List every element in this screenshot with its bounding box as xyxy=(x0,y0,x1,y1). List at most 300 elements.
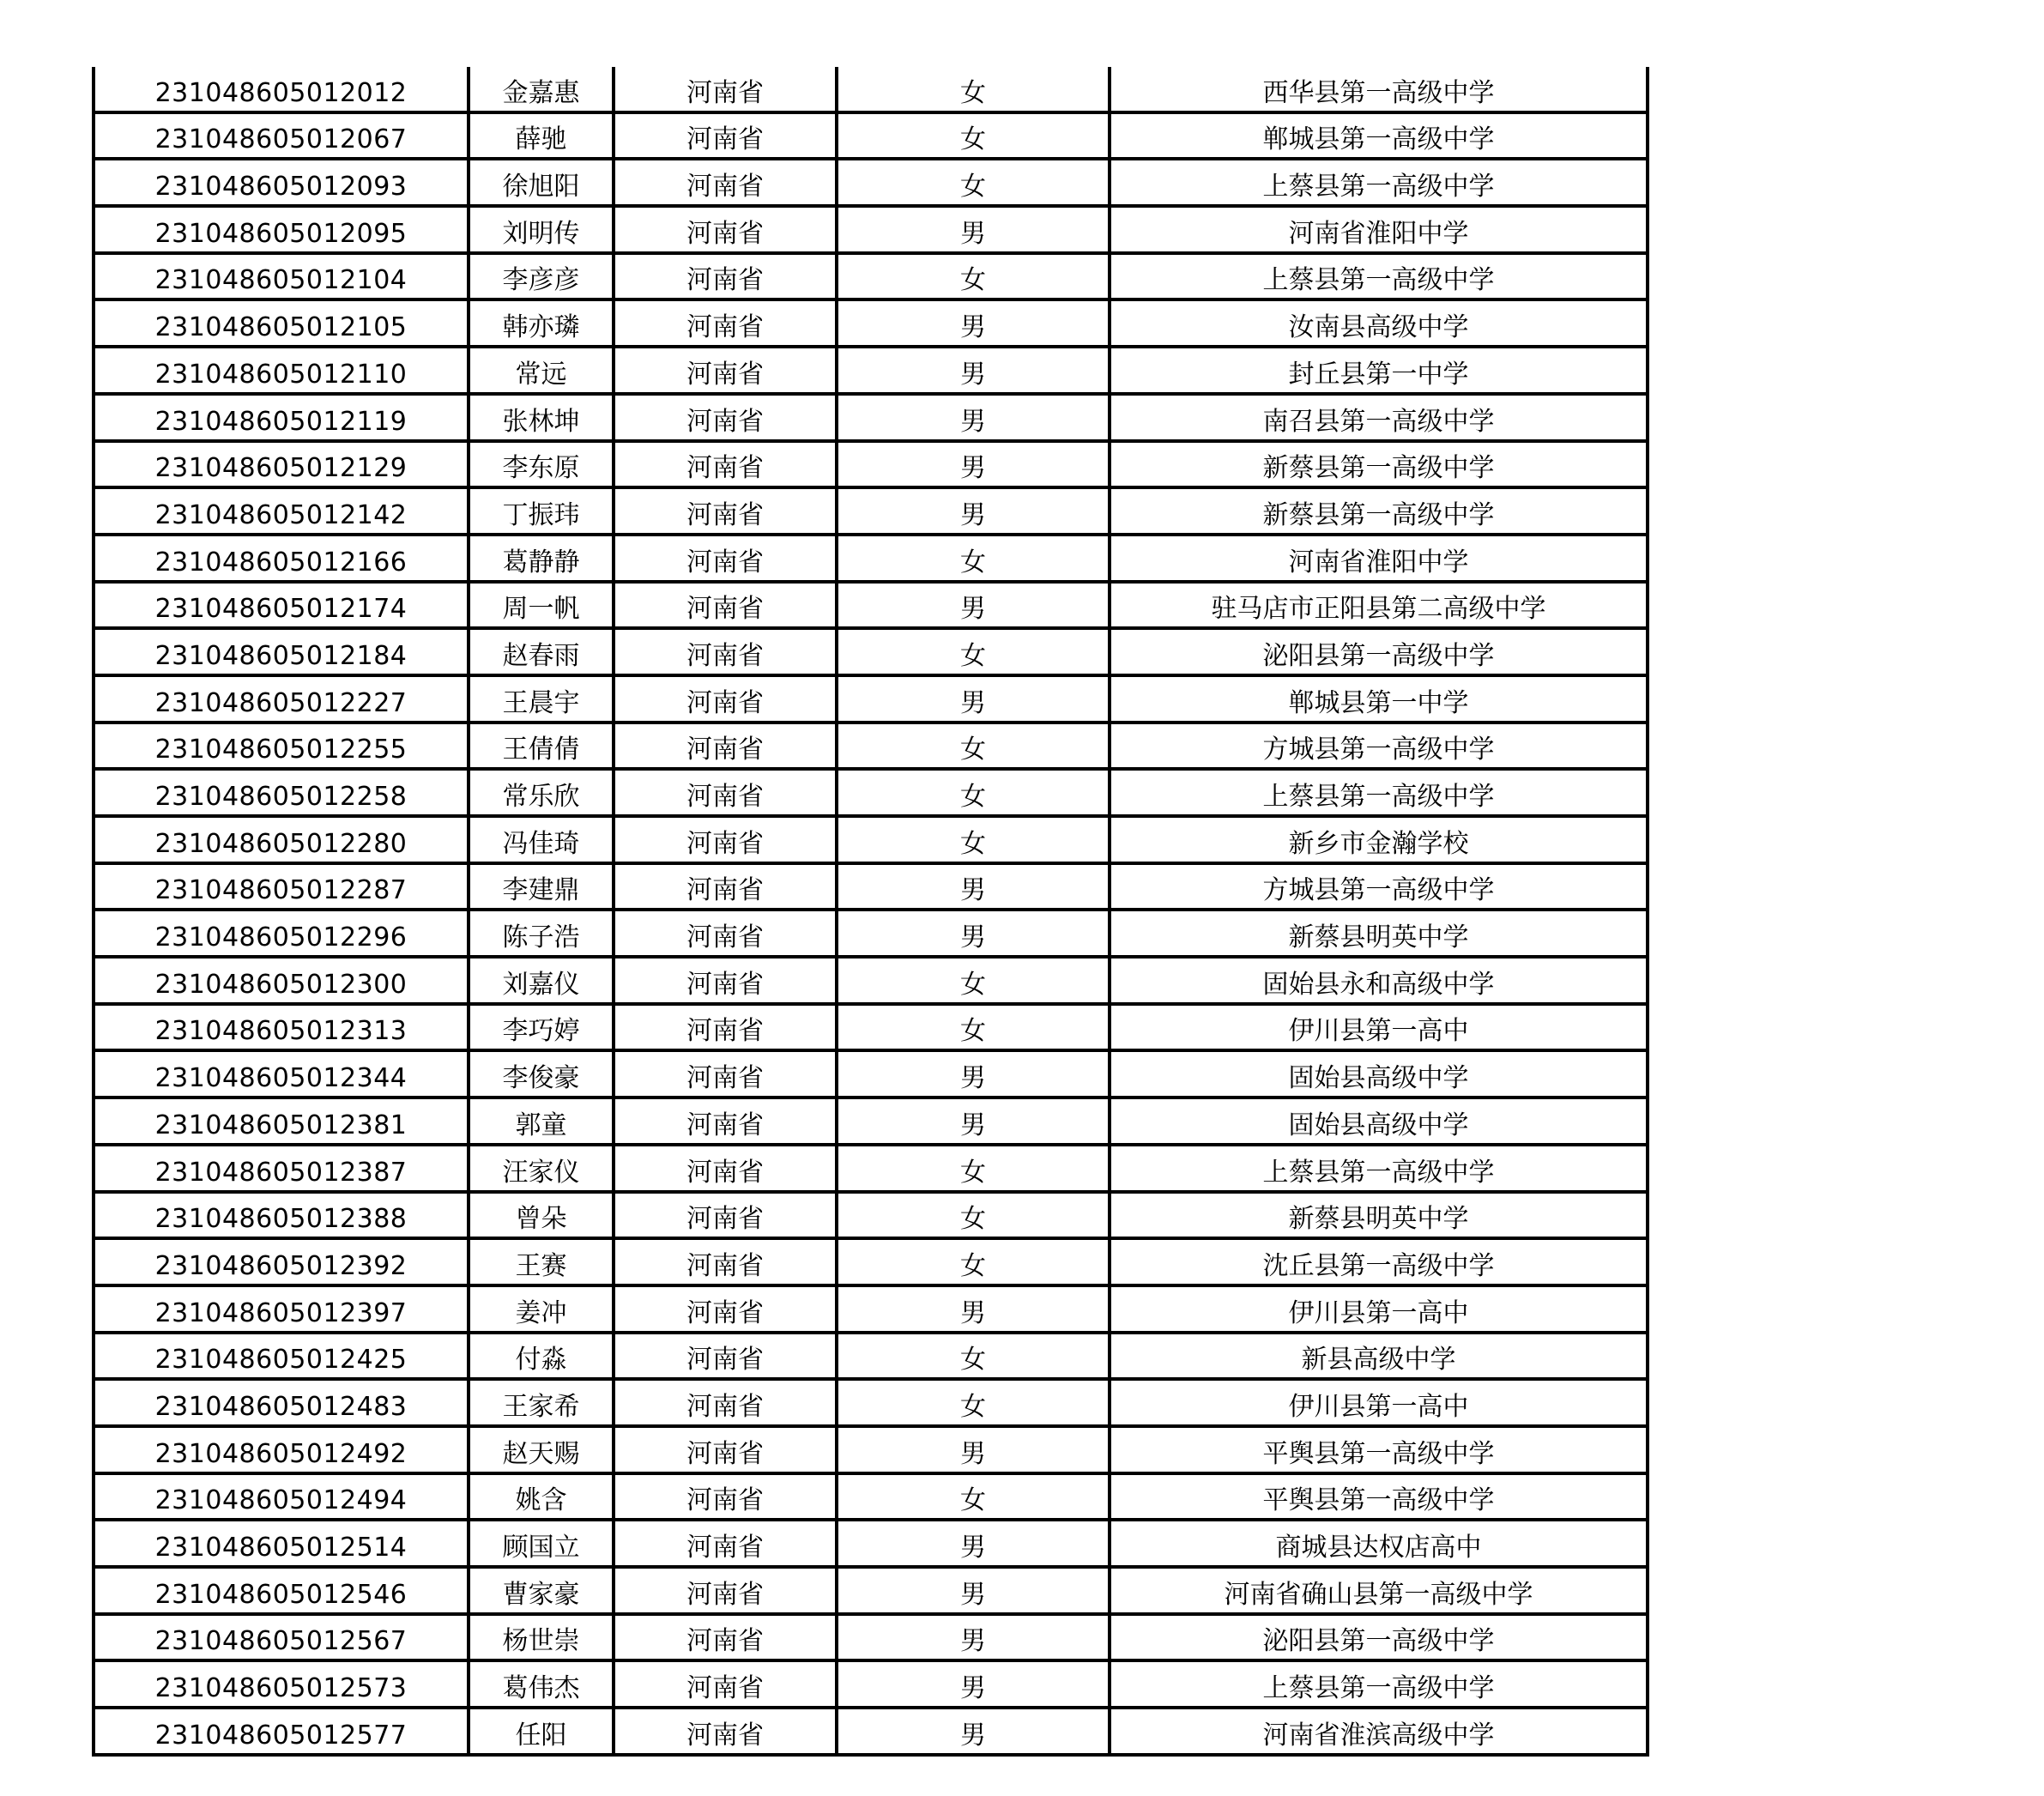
cell-candidate-id-text: 231048605012184 xyxy=(154,640,408,671)
cell-school xyxy=(1110,441,1648,488)
table-row xyxy=(94,1520,1648,1567)
cell-name-text: 任阳 xyxy=(515,1720,567,1751)
cell-name xyxy=(469,816,614,863)
cell-gender xyxy=(837,1660,1110,1708)
cell-school xyxy=(1110,1520,1648,1567)
cell-name-text: 赵春雨 xyxy=(502,640,580,671)
cell-candidate-id xyxy=(94,1660,469,1708)
cell-province xyxy=(614,347,837,394)
cell-province xyxy=(614,299,837,347)
cell-school-text: 郸城县第一中学 xyxy=(1288,687,1469,718)
cell-school-text: 上蔡县第一高级中学 xyxy=(1262,172,1495,203)
cell-province xyxy=(614,67,837,112)
cell-school xyxy=(1110,1473,1648,1521)
table-row xyxy=(94,1098,1648,1145)
cell-name xyxy=(469,1192,614,1239)
cell-name xyxy=(469,112,614,160)
cell-province-text: 河南省 xyxy=(686,265,764,296)
cell-candidate-id-text: 231048605012110 xyxy=(154,359,408,390)
cell-candidate-id-text: 231048605012546 xyxy=(154,1579,408,1610)
cell-province-text: 河南省 xyxy=(686,359,764,390)
cell-name xyxy=(469,1567,614,1614)
cell-province xyxy=(614,723,837,770)
cell-gender xyxy=(837,1285,1110,1333)
cell-school xyxy=(1110,628,1648,675)
cell-province-text: 河南省 xyxy=(686,828,764,859)
cell-name-text: 王晨宇 xyxy=(502,687,580,718)
cell-province-text: 河南省 xyxy=(686,1720,764,1751)
cell-gender xyxy=(837,675,1110,723)
cell-province-text: 河南省 xyxy=(686,1157,764,1188)
cell-school xyxy=(1110,1004,1648,1051)
cell-candidate-id xyxy=(94,1004,469,1051)
student-roster-table xyxy=(92,67,1649,1757)
cell-province-text: 河南省 xyxy=(686,687,764,718)
table-row xyxy=(94,112,1648,160)
table-row xyxy=(94,1238,1648,1285)
cell-province-text: 河南省 xyxy=(686,547,764,578)
cell-gender xyxy=(837,1708,1110,1755)
cell-province-text: 河南省 xyxy=(686,640,764,671)
cell-candidate-id xyxy=(94,441,469,488)
cell-school-text: 汝南县高级中学 xyxy=(1288,312,1469,343)
cell-name xyxy=(469,1285,614,1333)
cell-province xyxy=(614,1520,837,1567)
cell-candidate-id-text: 231048605012258 xyxy=(154,782,408,812)
cell-province-text: 河南省 xyxy=(686,499,764,530)
cell-province xyxy=(614,1098,837,1145)
cell-candidate-id-text: 231048605012381 xyxy=(154,1110,408,1140)
cell-candidate-id xyxy=(94,582,469,629)
cell-province xyxy=(614,394,837,441)
cell-gender xyxy=(837,535,1110,582)
cell-school-text: 新蔡县明英中学 xyxy=(1288,922,1469,953)
cell-candidate-id-text: 231048605012425 xyxy=(154,1345,408,1376)
cell-name-text: 王倩倩 xyxy=(502,735,580,765)
cell-gender xyxy=(837,441,1110,488)
cell-school-text: 西华县第一高级中学 xyxy=(1262,77,1495,108)
table-row xyxy=(94,1333,1648,1380)
table-row xyxy=(94,1285,1648,1333)
cell-name xyxy=(469,253,614,300)
cell-school xyxy=(1110,675,1648,723)
cell-gender-text: 男 xyxy=(960,1720,986,1751)
cell-gender xyxy=(837,957,1110,1004)
cell-name xyxy=(469,299,614,347)
cell-province-text: 河南省 xyxy=(686,312,764,343)
cell-name xyxy=(469,67,614,112)
cell-province xyxy=(614,206,837,253)
cell-gender-text: 女 xyxy=(960,172,986,203)
cell-school-text: 方城县第一高级中学 xyxy=(1262,875,1495,906)
cell-gender-text: 男 xyxy=(960,1297,986,1328)
cell-gender xyxy=(837,1050,1110,1098)
cell-name xyxy=(469,487,614,535)
cell-province-text: 河南省 xyxy=(686,1438,764,1469)
cell-school xyxy=(1110,1145,1648,1192)
cell-school-text: 河南省淮阳中学 xyxy=(1288,547,1469,578)
cell-candidate-id-text: 231048605012387 xyxy=(154,1157,408,1188)
cell-name xyxy=(469,1145,614,1192)
cell-candidate-id xyxy=(94,1145,469,1192)
table-row xyxy=(94,535,1648,582)
cell-candidate-id xyxy=(94,1192,469,1239)
cell-candidate-id-text: 231048605012388 xyxy=(154,1204,408,1235)
cell-gender-text: 女 xyxy=(960,77,986,108)
cell-candidate-id-text: 231048605012067 xyxy=(154,124,408,155)
table-row xyxy=(94,675,1648,723)
cell-candidate-id-text: 231048605012573 xyxy=(154,1673,408,1704)
cell-school xyxy=(1110,863,1648,910)
cell-name xyxy=(469,441,614,488)
cell-gender xyxy=(837,1004,1110,1051)
cell-candidate-id xyxy=(94,535,469,582)
cell-name-text: 徐旭阳 xyxy=(502,172,580,203)
cell-name xyxy=(469,347,614,394)
cell-name-text: 常远 xyxy=(515,359,567,390)
cell-gender-text: 男 xyxy=(960,922,986,953)
cell-candidate-id xyxy=(94,1379,469,1426)
cell-name xyxy=(469,675,614,723)
cell-province xyxy=(614,1238,837,1285)
cell-name-text: 李东原 xyxy=(502,453,580,484)
cell-province-text: 河南省 xyxy=(686,218,764,249)
cell-school-text: 河南省淮阳中学 xyxy=(1288,218,1469,249)
cell-candidate-id xyxy=(94,957,469,1004)
cell-school xyxy=(1110,1379,1648,1426)
cell-gender xyxy=(837,112,1110,160)
cell-candidate-id xyxy=(94,1473,469,1521)
cell-gender xyxy=(837,1614,1110,1661)
roster-body xyxy=(94,67,1648,1755)
cell-name xyxy=(469,1333,614,1380)
cell-province-text: 河南省 xyxy=(686,782,764,812)
cell-school xyxy=(1110,112,1648,160)
cell-province xyxy=(614,582,837,629)
cell-school-text: 方城县第一高级中学 xyxy=(1262,735,1495,765)
cell-name xyxy=(469,159,614,206)
table-row xyxy=(94,1050,1648,1098)
cell-province-text: 河南省 xyxy=(686,77,764,108)
cell-candidate-id xyxy=(94,394,469,441)
cell-name xyxy=(469,1520,614,1567)
cell-name-text: 薛驰 xyxy=(515,124,567,155)
cell-school-text: 上蔡县第一高级中学 xyxy=(1262,265,1495,296)
cell-name xyxy=(469,394,614,441)
cell-gender-text: 女 xyxy=(960,735,986,765)
cell-school xyxy=(1110,1098,1648,1145)
cell-name-text: 葛静静 xyxy=(502,547,580,578)
cell-school xyxy=(1110,67,1648,112)
cell-school xyxy=(1110,1614,1648,1661)
cell-name xyxy=(469,535,614,582)
cell-candidate-id-text: 231048605012142 xyxy=(154,499,408,530)
cell-province xyxy=(614,1426,837,1473)
cell-name-text: 葛伟杰 xyxy=(502,1673,580,1704)
cell-province xyxy=(614,1614,837,1661)
cell-gender-text: 男 xyxy=(960,1533,986,1563)
cell-gender-text: 男 xyxy=(960,687,986,718)
cell-name-text: 付淼 xyxy=(515,1345,567,1376)
cell-candidate-id-text: 231048605012104 xyxy=(154,265,408,296)
cell-candidate-id-text: 231048605012227 xyxy=(154,687,408,718)
cell-school xyxy=(1110,535,1648,582)
cell-name xyxy=(469,769,614,816)
cell-candidate-id xyxy=(94,1614,469,1661)
cell-candidate-id-text: 231048605012255 xyxy=(154,735,408,765)
cell-gender xyxy=(837,1473,1110,1521)
cell-province-text: 河南省 xyxy=(686,406,764,437)
cell-name xyxy=(469,1426,614,1473)
cell-candidate-id xyxy=(94,1238,469,1285)
cell-province xyxy=(614,253,837,300)
cell-gender-text: 女 xyxy=(960,547,986,578)
table-row xyxy=(94,206,1648,253)
cell-province-text: 河南省 xyxy=(686,594,764,625)
cell-province xyxy=(614,535,837,582)
cell-name xyxy=(469,1708,614,1755)
cell-name xyxy=(469,1238,614,1285)
cell-name xyxy=(469,1050,614,1098)
cell-candidate-id xyxy=(94,723,469,770)
table-row xyxy=(94,1614,1648,1661)
cell-province xyxy=(614,1004,837,1051)
cell-gender-text: 女 xyxy=(960,782,986,812)
cell-school-text: 商城县达权店高中 xyxy=(1275,1533,1482,1563)
cell-province xyxy=(614,769,837,816)
cell-candidate-id-text: 231048605012296 xyxy=(154,922,408,953)
cell-school xyxy=(1110,957,1648,1004)
cell-school-text: 新蔡县第一高级中学 xyxy=(1262,453,1495,484)
cell-gender xyxy=(837,206,1110,253)
table-row xyxy=(94,347,1648,394)
cell-candidate-id-text: 231048605012012 xyxy=(154,77,408,108)
table-row xyxy=(94,1192,1648,1239)
cell-name-text: 丁振玮 xyxy=(502,499,580,530)
cell-gender xyxy=(837,628,1110,675)
cell-school-text: 南召县第一高级中学 xyxy=(1262,406,1495,437)
cell-candidate-id xyxy=(94,1050,469,1098)
cell-province xyxy=(614,1285,837,1333)
cell-school-text: 新蔡县第一高级中学 xyxy=(1262,499,1495,530)
cell-candidate-id-text: 231048605012280 xyxy=(154,828,408,859)
cell-gender-text: 男 xyxy=(960,499,986,530)
cell-name-text: 刘明传 xyxy=(502,218,580,249)
cell-province xyxy=(614,1050,837,1098)
cell-gender-text: 女 xyxy=(960,1016,986,1047)
cell-name-text: 刘嘉仪 xyxy=(502,969,580,1000)
cell-province xyxy=(614,816,837,863)
cell-province xyxy=(614,1660,837,1708)
cell-candidate-id-text: 231048605012494 xyxy=(154,1485,408,1516)
cell-name-text: 陈子浩 xyxy=(502,922,580,953)
cell-gender xyxy=(837,582,1110,629)
cell-school xyxy=(1110,1708,1648,1755)
cell-province-text: 河南省 xyxy=(686,1016,764,1047)
cell-gender xyxy=(837,394,1110,441)
cell-school xyxy=(1110,299,1648,347)
cell-candidate-id-text: 231048605012093 xyxy=(154,172,408,203)
cell-candidate-id xyxy=(94,299,469,347)
cell-province-text: 河南省 xyxy=(686,172,764,203)
cell-school xyxy=(1110,253,1648,300)
cell-candidate-id-text: 231048605012166 xyxy=(154,547,408,578)
cell-gender xyxy=(837,863,1110,910)
cell-province-text: 河南省 xyxy=(686,735,764,765)
cell-school xyxy=(1110,1426,1648,1473)
table-row xyxy=(94,441,1648,488)
cell-candidate-id xyxy=(94,1098,469,1145)
cell-school-text: 伊川县第一高中 xyxy=(1288,1391,1469,1422)
cell-name-text: 王赛 xyxy=(515,1250,567,1281)
cell-name xyxy=(469,582,614,629)
cell-gender-text: 男 xyxy=(960,1438,986,1469)
cell-candidate-id xyxy=(94,1426,469,1473)
cell-school xyxy=(1110,1285,1648,1333)
cell-school xyxy=(1110,1333,1648,1380)
cell-school-text: 固始县高级中学 xyxy=(1288,1063,1469,1094)
cell-name xyxy=(469,628,614,675)
cell-name-text: 李俊豪 xyxy=(502,1063,580,1094)
cell-candidate-id xyxy=(94,675,469,723)
cell-candidate-id xyxy=(94,159,469,206)
cell-school-text: 固始县高级中学 xyxy=(1288,1110,1469,1140)
table-row xyxy=(94,863,1648,910)
cell-school xyxy=(1110,347,1648,394)
cell-gender xyxy=(837,253,1110,300)
cell-school xyxy=(1110,769,1648,816)
cell-name-text: 杨世崇 xyxy=(502,1626,580,1657)
cell-name xyxy=(469,1614,614,1661)
cell-school-text: 封丘县第一中学 xyxy=(1288,359,1469,390)
cell-province xyxy=(614,441,837,488)
cell-gender xyxy=(837,487,1110,535)
cell-candidate-id xyxy=(94,112,469,160)
cell-candidate-id-text: 231048605012392 xyxy=(154,1250,408,1281)
cell-candidate-id xyxy=(94,863,469,910)
table-row xyxy=(94,1567,1648,1614)
cell-province xyxy=(614,910,837,957)
table-row xyxy=(94,1426,1648,1473)
cell-province xyxy=(614,675,837,723)
cell-candidate-id-text: 231048605012577 xyxy=(154,1720,408,1751)
cell-gender-text: 女 xyxy=(960,265,986,296)
cell-gender-text: 男 xyxy=(960,875,986,906)
cell-gender xyxy=(837,347,1110,394)
cell-gender-text: 女 xyxy=(960,1345,986,1376)
cell-gender-text: 女 xyxy=(960,1391,986,1422)
cell-name xyxy=(469,863,614,910)
cell-candidate-id-text: 231048605012174 xyxy=(154,594,408,625)
cell-name-text: 汪家仪 xyxy=(502,1157,580,1188)
cell-gender-text: 女 xyxy=(960,1157,986,1188)
cell-province-text: 河南省 xyxy=(686,875,764,906)
cell-candidate-id xyxy=(94,347,469,394)
cell-school-text: 新蔡县明英中学 xyxy=(1288,1204,1469,1235)
cell-gender-text: 女 xyxy=(960,969,986,1000)
cell-gender-text: 男 xyxy=(960,1579,986,1610)
cell-school xyxy=(1110,910,1648,957)
cell-name-text: 曾朵 xyxy=(515,1204,567,1235)
cell-province-text: 河南省 xyxy=(686,124,764,155)
cell-gender xyxy=(837,67,1110,112)
cell-province-text: 河南省 xyxy=(686,1533,764,1563)
cell-gender xyxy=(837,1145,1110,1192)
cell-province-text: 河南省 xyxy=(686,922,764,953)
cell-name-text: 冯佳琦 xyxy=(502,828,580,859)
cell-name-text: 顾国立 xyxy=(502,1533,580,1563)
cell-school-text: 驻马店市正阳县第二高级中学 xyxy=(1211,594,1546,625)
cell-candidate-id xyxy=(94,1708,469,1755)
cell-candidate-id xyxy=(94,769,469,816)
table-row xyxy=(94,723,1648,770)
cell-candidate-id-text: 231048605012483 xyxy=(154,1391,408,1422)
cell-candidate-id xyxy=(94,1520,469,1567)
cell-school-text: 泌阳县第一高级中学 xyxy=(1262,640,1495,671)
cell-province xyxy=(614,487,837,535)
cell-gender-text: 女 xyxy=(960,1250,986,1281)
cell-gender-text: 男 xyxy=(960,453,986,484)
cell-province-text: 河南省 xyxy=(686,1063,764,1094)
cell-province xyxy=(614,863,837,910)
cell-gender-text: 女 xyxy=(960,828,986,859)
cell-name-text: 赵天赐 xyxy=(502,1438,580,1469)
cell-gender-text: 男 xyxy=(960,359,986,390)
table-row xyxy=(94,394,1648,441)
cell-school xyxy=(1110,394,1648,441)
cell-province xyxy=(614,1379,837,1426)
cell-province-text: 河南省 xyxy=(686,1110,764,1140)
cell-gender-text: 女 xyxy=(960,1485,986,1516)
cell-name-text: 李彦彦 xyxy=(502,265,580,296)
cell-gender-text: 男 xyxy=(960,312,986,343)
cell-name xyxy=(469,206,614,253)
cell-school-text: 伊川县第一高中 xyxy=(1288,1016,1469,1047)
cell-candidate-id xyxy=(94,253,469,300)
cell-name-text: 韩亦璘 xyxy=(502,312,580,343)
table-row xyxy=(94,67,1648,112)
cell-province-text: 河南省 xyxy=(686,453,764,484)
cell-province xyxy=(614,1145,837,1192)
table-row xyxy=(94,253,1648,300)
cell-name-text: 张林坤 xyxy=(502,406,580,437)
cell-province xyxy=(614,1473,837,1521)
cell-province-text: 河南省 xyxy=(686,1485,764,1516)
table-row xyxy=(94,1004,1648,1051)
cell-gender xyxy=(837,1192,1110,1239)
cell-province-text: 河南省 xyxy=(686,1250,764,1281)
cell-school-text: 上蔡县第一高级中学 xyxy=(1262,1157,1495,1188)
table-row xyxy=(94,159,1648,206)
cell-name xyxy=(469,1473,614,1521)
cell-candidate-id-text: 231048605012344 xyxy=(154,1063,408,1094)
cell-candidate-id xyxy=(94,1285,469,1333)
table-row xyxy=(94,1660,1648,1708)
cell-name-text: 李建鼎 xyxy=(502,875,580,906)
cell-candidate-id xyxy=(94,816,469,863)
cell-name-text: 周一帆 xyxy=(502,594,580,625)
cell-candidate-id xyxy=(94,1567,469,1614)
table-row xyxy=(94,816,1648,863)
cell-candidate-id xyxy=(94,910,469,957)
cell-school xyxy=(1110,582,1648,629)
cell-candidate-id xyxy=(94,628,469,675)
cell-school-text: 河南省确山县第一高级中学 xyxy=(1224,1579,1533,1610)
cell-province xyxy=(614,1567,837,1614)
cell-gender xyxy=(837,723,1110,770)
cell-school-text: 郸城县第一高级中学 xyxy=(1262,124,1495,155)
table-row xyxy=(94,1145,1648,1192)
